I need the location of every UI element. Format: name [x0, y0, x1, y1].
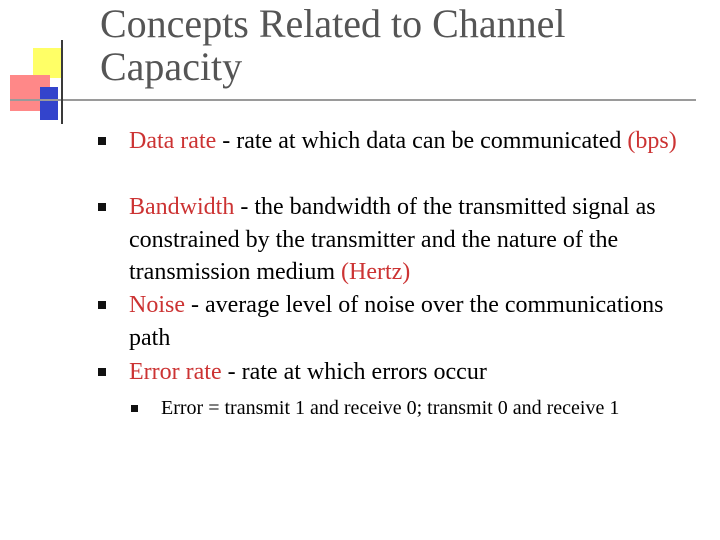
- bullet-term: Bandwidth: [129, 194, 235, 220]
- sub-bullet-error: [161, 395, 701, 421]
- bullet-unit: (bps): [627, 128, 677, 154]
- sub-bullet-text: Error = transmit 1 and receive 0; transmit 0 and receive 1: [161, 397, 620, 419]
- bullet-error-rate: [129, 356, 689, 389]
- square-bullet-icon: [98, 301, 106, 309]
- bullet-unit: (Hertz): [341, 259, 411, 285]
- square-bullet-icon: [98, 368, 106, 376]
- bullet-text: - the bandwidth of the transmitted signal as constrained by the transmitter and the nature of the transmission medium: [129, 194, 656, 285]
- bullet-text: - rate at which errors occur: [221, 359, 487, 385]
- square-bullet-icon: [98, 137, 106, 145]
- bullet-bandwidth: [129, 191, 689, 289]
- bullet-data-rate: [129, 125, 689, 158]
- bullet-term: Error rate: [129, 359, 222, 385]
- bullet-text: - average level of noise over the communications path: [129, 292, 664, 351]
- bullet-term: Noise: [129, 292, 185, 318]
- square-bullet-icon: [98, 203, 106, 211]
- square-sub-bullet-icon: [131, 405, 138, 412]
- bullet-text: - rate at which data can be communicated: [216, 128, 628, 154]
- bullet-term: Data rate: [129, 128, 217, 154]
- bullet-noise: [129, 289, 689, 354]
- slide-title: Concepts Related to Channel Capacity: [100, 1, 566, 89]
